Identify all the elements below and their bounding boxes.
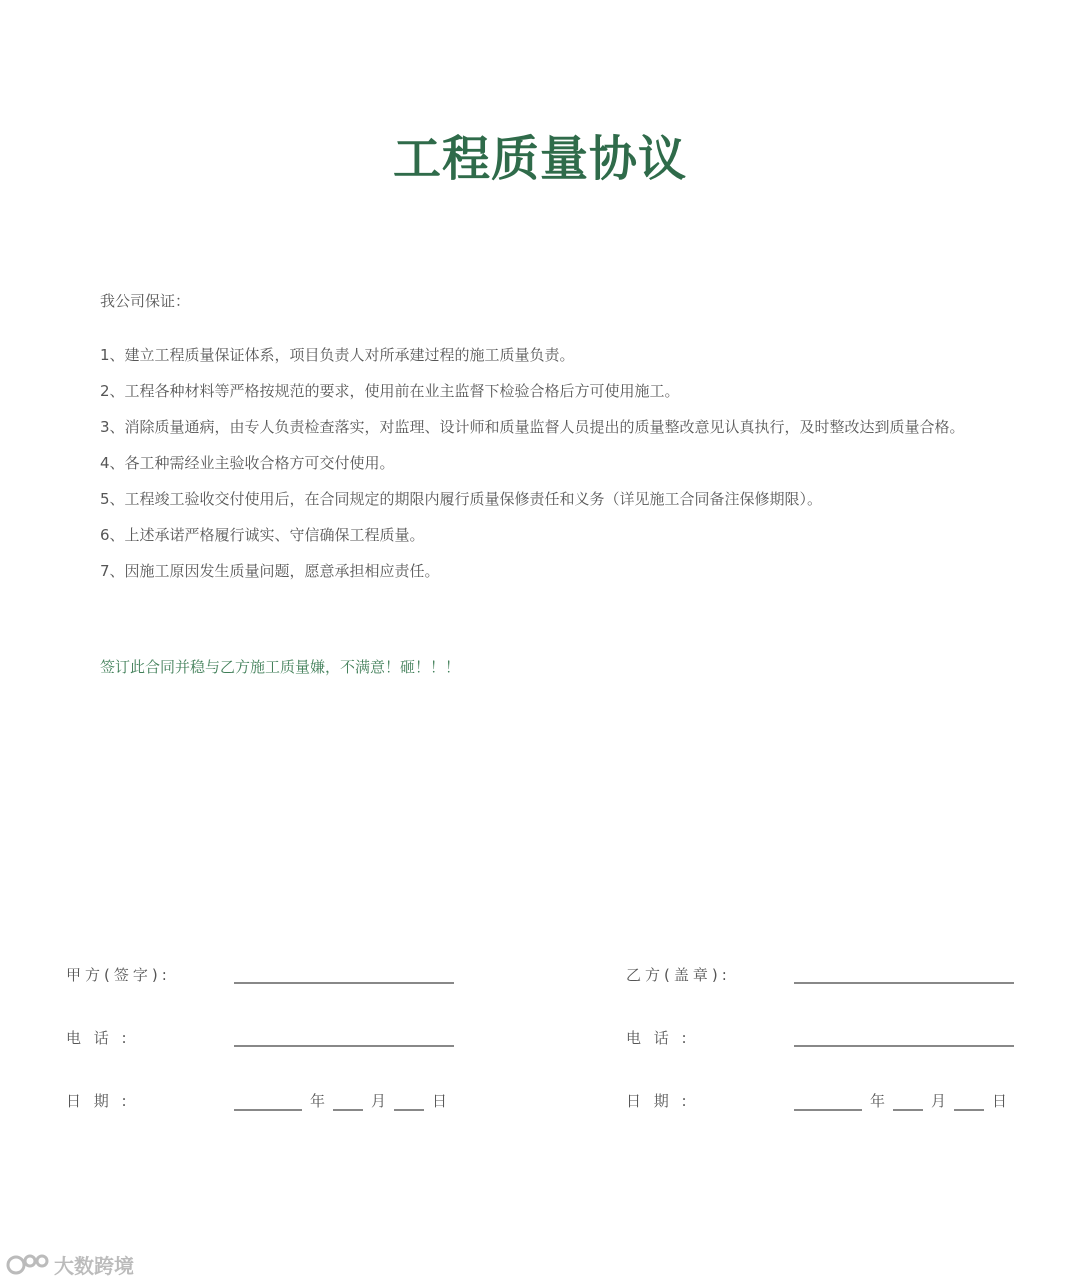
party-a-label: 甲方(签字): xyxy=(66,966,171,984)
party-a-month-blank[interactable] xyxy=(333,1093,363,1111)
party-b-phone-label: 电 话 : xyxy=(626,1029,691,1047)
intro-text: 我公司保证： xyxy=(100,292,191,310)
clause-item: 4、各工种需经业主验收合格方可交付使用。 xyxy=(100,454,395,472)
watermark-logo-icon xyxy=(6,1252,50,1278)
party-a-phone-label: 电 话 : xyxy=(66,1029,131,1047)
party-a-date-fields xyxy=(234,1090,455,1111)
party-a-date-label: 日 期 : xyxy=(66,1092,131,1110)
party-b-phone-line[interactable] xyxy=(794,1045,1014,1047)
month-label: 月 xyxy=(931,1092,947,1110)
party-b-date-fields xyxy=(794,1090,1015,1111)
clause-item: 2、工程各种材料等严格按规范的要求，使用前在业主监督下检验合格后方可使用施工。 xyxy=(100,382,680,400)
party-a-sign-line[interactable] xyxy=(234,982,454,984)
closing-statement: 签订此合同并稳与乙方施工质量嫌，不满意！砸！！！ xyxy=(100,658,461,676)
party-b-signature-block xyxy=(626,964,1026,1153)
party-a-date-row xyxy=(66,1090,466,1110)
party-b-year-blank[interactable] xyxy=(794,1093,862,1111)
party-a-sign-row xyxy=(66,964,466,984)
watermark xyxy=(6,1250,134,1279)
day-label: 日 xyxy=(432,1092,448,1110)
party-b-date-row xyxy=(626,1090,1026,1110)
party-a-phone-row xyxy=(66,1027,466,1047)
clause-item: 3、消除质量通病，由专人负责检查落实，对监理、设计师和质量监督人员提出的质量整改意见认真执行，及时整改达到质量合格。 xyxy=(100,418,965,436)
party-b-seal-line[interactable] xyxy=(794,982,1014,984)
clause-item: 6、上述承诺严格履行诚实、守信确保工程质量。 xyxy=(100,526,425,544)
party-b-day-blank[interactable] xyxy=(954,1093,984,1111)
party-b-month-blank[interactable] xyxy=(893,1093,923,1111)
party-a-year-blank[interactable] xyxy=(234,1093,302,1111)
party-b-date-label: 日 期 : xyxy=(626,1092,691,1110)
year-label: 年 xyxy=(310,1092,326,1110)
watermark-text: 大数跨境 xyxy=(54,1254,134,1278)
clause-item: 7、因施工原因发生质量问题，愿意承担相应责任。 xyxy=(100,562,440,580)
document-title: 工程质量协议 xyxy=(392,131,687,188)
party-b-phone-row xyxy=(626,1027,1026,1047)
party-b-label: 乙方(盖章): xyxy=(626,966,731,984)
month-label: 月 xyxy=(371,1092,387,1110)
party-a-signature-block xyxy=(66,964,466,1153)
clause-list xyxy=(62,343,1017,595)
clause-item: 1、建立工程质量保证体系，项目负责人对所承建过程的施工质量负责。 xyxy=(100,346,575,364)
year-label: 年 xyxy=(870,1092,886,1110)
day-label: 日 xyxy=(992,1092,1008,1110)
party-b-seal-row xyxy=(626,964,1026,984)
clause-item: 5、工程竣工验收交付使用后，在合同规定的期限内履行质量保修责任和义务（详见施工合同备注保修期限）。 xyxy=(100,490,823,508)
party-a-phone-line[interactable] xyxy=(234,1045,454,1047)
party-a-day-blank[interactable] xyxy=(394,1093,424,1111)
